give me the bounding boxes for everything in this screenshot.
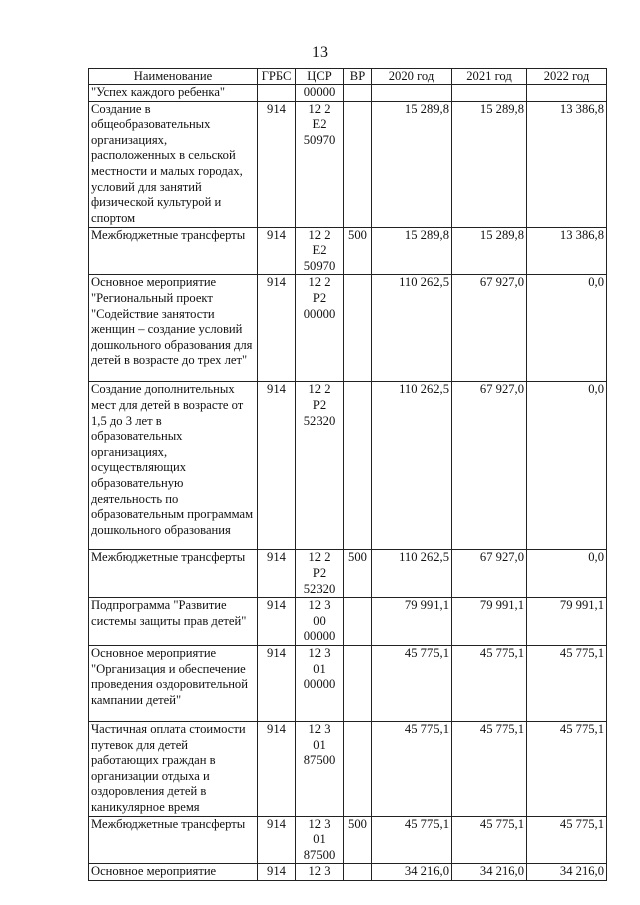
amount-2020-cell: 45 775,1 <box>372 816 452 864</box>
amount-2022-cell: 34 216,0 <box>527 864 607 881</box>
amount-2021-cell: 67 927,0 <box>452 550 527 598</box>
csr-code-part: 00000 <box>303 85 336 99</box>
csr-code-part: 01 <box>313 832 326 847</box>
vr-cell <box>344 101 372 227</box>
csr-cell <box>296 85 344 102</box>
grbs-cell: 914 <box>258 864 296 881</box>
table-header-row <box>89 69 607 85</box>
vr-cell: 500 <box>344 816 372 864</box>
csr-code-part: 12 2 <box>308 382 331 397</box>
amount-2021-cell: 45 775,1 <box>452 645 527 721</box>
amount-2022-cell: 45 775,1 <box>527 721 607 816</box>
name-cell: Межбюджетные трансферты <box>89 550 258 598</box>
grbs-cell: 914 <box>258 382 296 550</box>
column-header-name: Наименование <box>89 69 258 85</box>
grbs-cell: 914 <box>258 227 296 275</box>
amount-2022-cell: 13 386,8 <box>527 101 607 227</box>
column-header-2022: 2022 год <box>527 69 607 85</box>
csr-cell <box>296 382 344 550</box>
vr-cell <box>344 382 372 550</box>
table-row <box>89 598 607 646</box>
csr-code-part: 12 3 <box>308 721 331 736</box>
name-cell: Создание в общеобразовательных организациях, расположенных в сельской местности и малых городах, условий для занятий физической культурой и спортом <box>89 101 258 227</box>
csr-code-part: 01 <box>313 661 326 676</box>
vr-cell: 500 <box>344 550 372 598</box>
amount-2021-cell: 79 991,1 <box>452 598 527 646</box>
grbs-cell <box>258 85 296 102</box>
name-cell: Межбюджетные трансферты <box>89 816 258 864</box>
csr-cell <box>296 721 344 816</box>
grbs-cell: 914 <box>258 645 296 721</box>
name-cell: Межбюджетные трансферты <box>89 227 258 275</box>
grbs-cell: 914 <box>258 816 296 864</box>
amount-2020-cell: 34 216,0 <box>372 864 452 881</box>
vr-cell <box>344 598 372 646</box>
vr-cell: 500 <box>344 227 372 275</box>
csr-code-part: 12 3 <box>308 598 331 613</box>
csr-cell <box>296 645 344 721</box>
column-header-2020: 2020 год <box>372 69 452 85</box>
csr-code-part: 12 3 <box>308 816 331 831</box>
csr-code-part: P2 <box>312 397 327 412</box>
csr-code-part: 52320 <box>303 581 336 596</box>
vr-cell <box>344 864 372 881</box>
amount-2021-cell: 45 775,1 <box>452 721 527 816</box>
name-cell: Создание дополнительных мест для детей в возрасте от 1,5 до 3 лет в образовательных организациях, осуществляющих образовательную деятельность по образовательным программам дошкольного образования <box>89 382 258 550</box>
csr-code-part: 00000 <box>303 629 336 644</box>
table-row <box>89 101 607 227</box>
table-row <box>89 382 607 550</box>
name-cell: Частичная оплата стоимости путевок для детей работающих граждан в организации отдыха и оздоровления детей в каникулярное время <box>89 721 258 816</box>
budget-table <box>88 68 607 881</box>
csr-code-part: 87500 <box>303 753 336 768</box>
amount-2022-cell: 13 386,8 <box>527 227 607 275</box>
csr-code-part: P2 <box>312 565 327 580</box>
amount-2020-cell <box>372 85 452 102</box>
csr-cell <box>296 101 344 227</box>
table-row <box>89 275 607 382</box>
csr-code-part: 00 <box>313 613 326 628</box>
table-row <box>89 550 607 598</box>
amount-2022-cell: 45 775,1 <box>527 816 607 864</box>
amount-2021-cell: 45 775,1 <box>452 816 527 864</box>
grbs-cell: 914 <box>258 721 296 816</box>
amount-2022-cell: 0,0 <box>527 550 607 598</box>
grbs-cell: 914 <box>258 550 296 598</box>
grbs-cell: 914 <box>258 101 296 227</box>
column-header-grbs: ГРБС <box>258 69 296 85</box>
amount-2021-cell: 34 216,0 <box>452 864 527 881</box>
amount-2022-cell: 0,0 <box>527 382 607 550</box>
vr-cell <box>344 275 372 382</box>
amount-2020-cell: 110 262,5 <box>372 550 452 598</box>
csr-cell <box>296 275 344 382</box>
grbs-cell: 914 <box>258 275 296 382</box>
amount-2020-cell: 110 262,5 <box>372 382 452 550</box>
name-cell: "Успех каждого ребенка" <box>89 85 258 102</box>
vr-cell <box>344 85 372 102</box>
name-cell: Основное мероприятие <box>89 864 258 881</box>
amount-2022-cell: 79 991,1 <box>527 598 607 646</box>
name-cell: Основное мероприятие "Региональный проект "Содействие занятости женщин – создание условий дошкольного образования для детей в возрасте до трех лет" <box>89 275 258 382</box>
table-body <box>89 85 607 881</box>
page-number: 13 <box>312 44 328 61</box>
amount-2021-cell <box>452 85 527 102</box>
csr-code-part: 50970 <box>303 132 336 147</box>
csr-code-part: E2 <box>312 117 327 132</box>
csr-cell <box>296 864 344 881</box>
amount-2020-cell: 79 991,1 <box>372 598 452 646</box>
vr-cell <box>344 645 372 721</box>
csr-code-part: 12 3 <box>308 645 331 660</box>
table-row <box>89 85 607 102</box>
csr-code-part: 01 <box>313 737 326 752</box>
amount-2020-cell: 110 262,5 <box>372 275 452 382</box>
column-header-csr: ЦСР <box>296 69 344 85</box>
name-cell: Подпрограмма "Развитие системы защиты прав детей" <box>89 598 258 646</box>
csr-code-part: 12 2 <box>308 275 331 290</box>
column-header-vr: ВР <box>344 69 372 85</box>
amount-2020-cell: 15 289,8 <box>372 101 452 227</box>
amount-2022-cell <box>527 85 607 102</box>
vr-cell <box>344 721 372 816</box>
grbs-cell: 914 <box>258 598 296 646</box>
csr-cell <box>296 227 344 275</box>
table-row <box>89 864 607 881</box>
table-row <box>89 645 607 721</box>
column-header-2021: 2021 год <box>452 69 527 85</box>
csr-code-part: 12 2 <box>308 227 331 242</box>
csr-code-part: 12 3 <box>308 864 331 879</box>
csr-code-part: 00000 <box>303 677 336 692</box>
csr-cell <box>296 550 344 598</box>
csr-code-part: E2 <box>312 243 327 258</box>
csr-code-part: 87500 <box>303 847 336 862</box>
csr-code-part: 12 2 <box>308 101 331 116</box>
amount-2020-cell: 45 775,1 <box>372 721 452 816</box>
amount-2020-cell: 15 289,8 <box>372 227 452 275</box>
csr-code-part: 50970 <box>303 258 336 273</box>
csr-cell <box>296 816 344 864</box>
amount-2022-cell: 45 775,1 <box>527 645 607 721</box>
csr-code-part: P2 <box>312 290 327 305</box>
amount-2020-cell: 45 775,1 <box>372 645 452 721</box>
csr-cell <box>296 598 344 646</box>
amount-2021-cell: 67 927,0 <box>452 275 527 382</box>
amount-2021-cell: 67 927,0 <box>452 382 527 550</box>
name-cell: Основное мероприятие "Организация и обеспечение проведения оздоровительной кампании детей" <box>89 645 258 721</box>
amount-2021-cell: 15 289,8 <box>452 227 527 275</box>
table-row <box>89 721 607 816</box>
csr-code-part: 00000 <box>303 306 336 321</box>
amount-2022-cell: 0,0 <box>527 275 607 382</box>
amount-2021-cell: 15 289,8 <box>452 101 527 227</box>
table-row <box>89 227 607 275</box>
table-row <box>89 816 607 864</box>
csr-code-part: 52320 <box>303 413 336 428</box>
csr-code-part: 12 2 <box>308 550 331 565</box>
